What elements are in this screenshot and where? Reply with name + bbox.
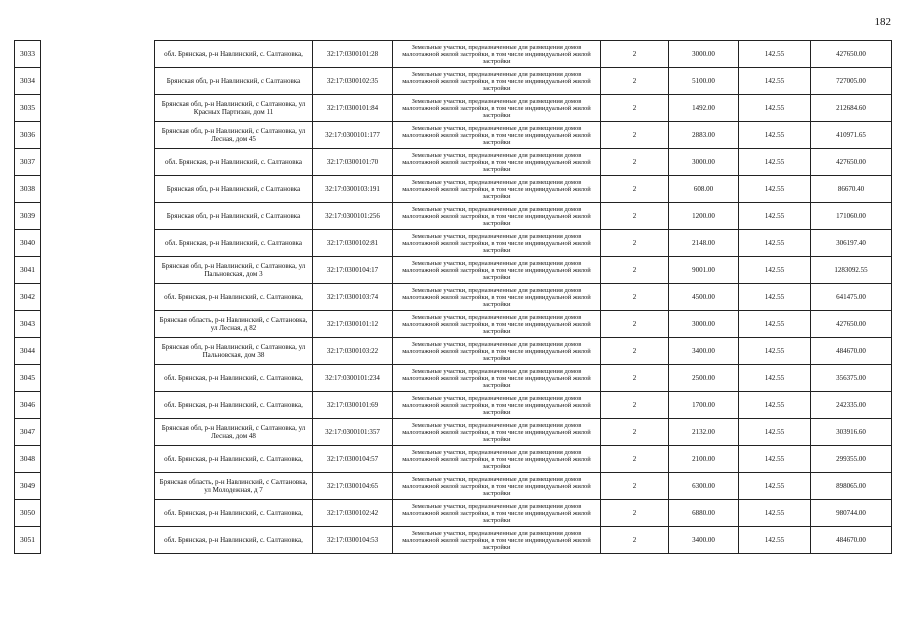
land-use-cell: Земельные участки, предназначенные для размещения домов малоэтажной жилой застройки, в том числе индивидуальной жилой застройки [393,419,601,446]
cadastral-value-cell: 484670.00 [811,338,892,365]
row-number: 3039 [15,203,41,230]
rate-cell: 142.55 [739,527,811,554]
area-cell: 5100.00 [669,68,739,95]
rate-cell: 142.55 [739,419,811,446]
land-use-cell: Земельные участки, предназначенные для размещения домов малоэтажной жилой застройки, в том числе индивидуальной жилой застройки [393,68,601,95]
empty-column [41,365,155,392]
group-cell: 2 [601,68,669,95]
cadastral-number-cell: 32:17:0300102:81 [313,230,393,257]
table-row [15,257,892,284]
cadastral-value-cell: 356375.00 [811,365,892,392]
address-cell: Брянская обл, р-н Навлинский, с Салтановка, ул Лесная, дом 48 [155,419,313,446]
table-body [15,41,892,554]
table-row [15,203,892,230]
table-row [15,500,892,527]
area-cell: 2148.00 [669,230,739,257]
address-cell: обл. Брянская, р-н Навлинский, с. Салтановка [155,230,313,257]
cadastral-number-cell: 32:17:0300103:191 [313,176,393,203]
table-row [15,446,892,473]
empty-column [41,419,155,446]
group-cell: 2 [601,500,669,527]
row-number: 3043 [15,311,41,338]
cadastral-value-cell: 641475.00 [811,284,892,311]
cadastral-number-cell: 32:17:0300104:57 [313,446,393,473]
group-cell: 2 [601,203,669,230]
cadastral-value-cell: 306197.40 [811,230,892,257]
group-cell: 2 [601,284,669,311]
area-cell: 2132.00 [669,419,739,446]
address-cell: обл. Брянская, р-н Навлинский, с. Салтановка, [155,446,313,473]
row-number: 3033 [15,41,41,68]
rate-cell: 142.55 [739,311,811,338]
address-cell: Брянская обл, р-н Навлинский, с Салтановка, ул Красных Партизан, дом 11 [155,95,313,122]
area-cell: 3400.00 [669,338,739,365]
group-cell: 2 [601,149,669,176]
page-number: 182 [874,16,891,28]
cadastral-value-cell: 242335.00 [811,392,892,419]
table-row [15,176,892,203]
group-cell: 2 [601,122,669,149]
row-number: 3038 [15,176,41,203]
address-cell: Брянская обл, р-н Навлинский, с Салтановка, ул Лесная, дом 45 [155,122,313,149]
rate-cell: 142.55 [739,284,811,311]
cadastral-number-cell: 32:17:0300103:74 [313,284,393,311]
cadastral-value-cell: 484670.00 [811,527,892,554]
land-use-cell: Земельные участки, предназначенные для размещения домов малоэтажной жилой застройки, в том числе индивидуальной жилой застройки [393,365,601,392]
empty-column [41,149,155,176]
cadastral-number-cell: 32:17:0300101:177 [313,122,393,149]
group-cell: 2 [601,527,669,554]
cadastral-value-cell: 1283092.55 [811,257,892,284]
land-use-cell: Земельные участки, предназначенные для размещения домов малоэтажной жилой застройки, в том числе индивидуальной жилой застройки [393,527,601,554]
address-cell: обл. Брянская, р-н Навлинский, с. Салтановка, [155,527,313,554]
group-cell: 2 [601,95,669,122]
address-cell: обл. Брянская, р-н Навлинский, с. Салтановка, [155,41,313,68]
empty-column [41,392,155,419]
table-row [15,419,892,446]
table-row [15,95,892,122]
group-cell: 2 [601,338,669,365]
area-cell: 1492.00 [669,95,739,122]
land-use-cell: Земельные участки, предназначенные для размещения домов малоэтажной жилой застройки, в том числе индивидуальной жилой застройки [393,473,601,500]
cadastral-number-cell: 32:17:0300103:22 [313,338,393,365]
cadastral-number-cell: 32:17:0300101:69 [313,392,393,419]
address-cell: обл. Брянская, р-н Навлинский, с. Салтановка, [155,392,313,419]
row-number: 3040 [15,230,41,257]
area-cell: 2883.00 [669,122,739,149]
empty-column [41,95,155,122]
land-use-cell: Земельные участки, предназначенные для размещения домов малоэтажной жилой застройки, в том числе индивидуальной жилой застройки [393,500,601,527]
cadastral-number-cell: 32:17:0300101:256 [313,203,393,230]
cadastral-value-cell: 212684.60 [811,95,892,122]
land-use-cell: Земельные участки, предназначенные для размещения домов малоэтажной жилой застройки, в том числе индивидуальной жилой застройки [393,392,601,419]
cadastral-value-cell: 727005.00 [811,68,892,95]
cadastral-number-cell: 32:17:0300101:70 [313,149,393,176]
rate-cell: 142.55 [739,500,811,527]
group-cell: 2 [601,176,669,203]
cadastral-value-cell: 980744.00 [811,500,892,527]
empty-column [41,284,155,311]
land-use-cell: Земельные участки, предназначенные для размещения домов малоэтажной жилой застройки, в том числе индивидуальной жилой застройки [393,149,601,176]
row-number: 3046 [15,392,41,419]
area-cell: 3400.00 [669,527,739,554]
table-row [15,392,892,419]
address-cell: обл. Брянская, р-н Навлинский, с. Салтановка [155,149,313,176]
empty-column [41,311,155,338]
land-use-cell: Земельные участки, предназначенные для размещения домов малоэтажной жилой застройки, в том числе индивидуальной жилой застройки [393,203,601,230]
row-number: 3050 [15,500,41,527]
table-row [15,122,892,149]
area-cell: 4500.00 [669,284,739,311]
row-number: 3035 [15,95,41,122]
table-row [15,284,892,311]
rate-cell: 142.55 [739,68,811,95]
rate-cell: 142.55 [739,446,811,473]
table-row [15,311,892,338]
area-cell: 1700.00 [669,392,739,419]
rate-cell: 142.55 [739,257,811,284]
address-cell: Брянская обл, р-н Навлинский, с Салтановка, ул Пальновская, дом 3 [155,257,313,284]
row-number: 3037 [15,149,41,176]
empty-column [41,338,155,365]
row-number: 3036 [15,122,41,149]
table-row [15,473,892,500]
cadastral-value-cell: 86670.40 [811,176,892,203]
land-use-cell: Земельные участки, предназначенные для размещения домов малоэтажной жилой застройки, в том числе индивидуальной жилой застройки [393,122,601,149]
cadastral-number-cell: 32:17:0300101:84 [313,95,393,122]
land-use-cell: Земельные участки, предназначенные для размещения домов малоэтажной жилой застройки, в том числе индивидуальной жилой застройки [393,176,601,203]
land-use-cell: Земельные участки, предназначенные для размещения домов малоэтажной жилой застройки, в том числе индивидуальной жилой застройки [393,257,601,284]
cadastral-number-cell: 32:17:0300101:12 [313,311,393,338]
cadastral-number-cell: 32:17:0300102:42 [313,500,393,527]
empty-column [41,41,155,68]
land-use-cell: Земельные участки, предназначенные для размещения домов малоэтажной жилой застройки, в том числе индивидуальной жилой застройки [393,95,601,122]
cadastral-value-cell: 171060.00 [811,203,892,230]
row-number: 3034 [15,68,41,95]
rate-cell: 142.55 [739,230,811,257]
table-row [15,365,892,392]
cadastral-value-cell: 427650.00 [811,149,892,176]
cadastral-number-cell: 32:17:0300101:234 [313,365,393,392]
area-cell: 9001.00 [669,257,739,284]
cadastral-value-cell: 898065.00 [811,473,892,500]
land-use-cell: Земельные участки, предназначенные для размещения домов малоэтажной жилой застройки, в том числе индивидуальной жилой застройки [393,284,601,311]
land-use-cell: Земельные участки, предназначенные для размещения домов малоэтажной жилой застройки, в том числе индивидуальной жилой застройки [393,446,601,473]
group-cell: 2 [601,257,669,284]
cadastral-value-cell: 427650.00 [811,311,892,338]
empty-column [41,527,155,554]
rate-cell: 142.55 [739,149,811,176]
area-cell: 3000.00 [669,149,739,176]
group-cell: 2 [601,392,669,419]
empty-column [41,446,155,473]
rate-cell: 142.55 [739,41,811,68]
group-cell: 2 [601,365,669,392]
rate-cell: 142.55 [739,122,811,149]
group-cell: 2 [601,446,669,473]
cadastral-value-cell: 303916.60 [811,419,892,446]
cadastral-number-cell: 32:17:0300104:17 [313,257,393,284]
land-use-cell: Земельные участки, предназначенные для размещения домов малоэтажной жилой застройки, в том числе индивидуальной жилой застройки [393,41,601,68]
rate-cell: 142.55 [739,338,811,365]
land-use-cell: Земельные участки, предназначенные для размещения домов малоэтажной жилой застройки, в том числе индивидуальной жилой застройки [393,230,601,257]
empty-column [41,176,155,203]
cadastral-number-cell: 32:17:0300101:28 [313,41,393,68]
area-cell: 6300.00 [669,473,739,500]
address-cell: Брянская обл, р-н Навлинский, с Салтановка, ул Пальновская, дом 38 [155,338,313,365]
empty-column [41,257,155,284]
rate-cell: 142.55 [739,365,811,392]
cadastral-number-cell: 32:17:0300104:65 [313,473,393,500]
area-cell: 2500.00 [669,365,739,392]
group-cell: 2 [601,41,669,68]
row-number: 3051 [15,527,41,554]
empty-column [41,122,155,149]
address-cell: обл. Брянская, р-н Навлинский, с. Салтановка, [155,500,313,527]
table-row [15,68,892,95]
cadastral-number-cell: 32:17:0300102:35 [313,68,393,95]
table-row [15,149,892,176]
rate-cell: 142.55 [739,473,811,500]
row-number: 3045 [15,365,41,392]
group-cell: 2 [601,419,669,446]
area-cell: 1200.00 [669,203,739,230]
table-row [15,527,892,554]
address-cell: обл. Брянская, р-н Навлинский, с. Салтановка, [155,284,313,311]
cadastral-value-cell: 410971.65 [811,122,892,149]
area-cell: 6880.00 [669,500,739,527]
cadastral-value-cell: 299355.00 [811,446,892,473]
area-cell: 3000.00 [669,311,739,338]
row-number: 3041 [15,257,41,284]
row-number: 3048 [15,446,41,473]
row-number: 3047 [15,419,41,446]
cadastral-number-cell: 32:17:0300101:357 [313,419,393,446]
cadastral-value-cell: 427650.00 [811,41,892,68]
land-use-cell: Земельные участки, предназначенные для размещения домов малоэтажной жилой застройки, в том числе индивидуальной жилой застройки [393,338,601,365]
rate-cell: 142.55 [739,203,811,230]
address-cell: обл. Брянская, р-н Навлинский, с. Салтановка, [155,365,313,392]
rate-cell: 142.55 [739,176,811,203]
land-use-cell: Земельные участки, предназначенные для размещения домов малоэтажной жилой застройки, в том числе индивидуальной жилой застройки [393,311,601,338]
empty-column [41,230,155,257]
address-cell: Брянская область, р-н Навлинский, с Салтановка, ул Молодежная, д 7 [155,473,313,500]
empty-column [41,473,155,500]
table-row [15,41,892,68]
empty-column [41,500,155,527]
address-cell: Брянская обл, р-н Навлинский, с Салтановка [155,68,313,95]
group-cell: 2 [601,473,669,500]
address-cell: Брянская обл, р-н Навлинский, с Салтановка [155,176,313,203]
cadastral-number-cell: 32:17:0300104:53 [313,527,393,554]
row-number: 3044 [15,338,41,365]
address-cell: Брянская область, р-н Навлинский, с Салтановка, ул Лесная, д 82 [155,311,313,338]
rate-cell: 142.55 [739,392,811,419]
empty-column [41,68,155,95]
table-row [15,230,892,257]
area-cell: 3000.00 [669,41,739,68]
address-cell: Брянская обл, р-н Навлинский, с Салтановка [155,203,313,230]
group-cell: 2 [601,311,669,338]
land-registry-table [14,40,892,554]
area-cell: 2100.00 [669,446,739,473]
area-cell: 608.00 [669,176,739,203]
row-number: 3042 [15,284,41,311]
row-number: 3049 [15,473,41,500]
empty-column [41,203,155,230]
rate-cell: 142.55 [739,95,811,122]
table-row [15,338,892,365]
group-cell: 2 [601,230,669,257]
